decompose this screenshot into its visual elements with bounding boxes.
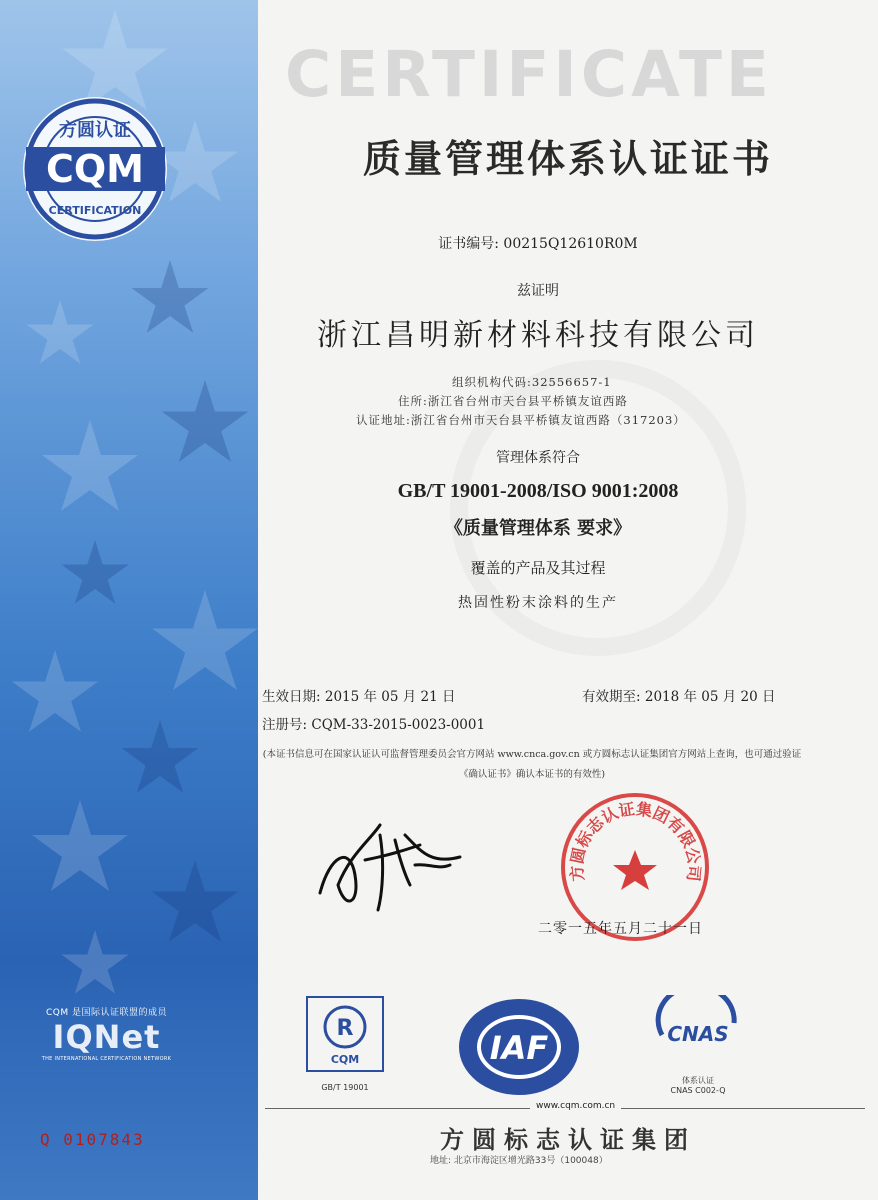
org-code-line xyxy=(452,374,612,390)
address-line xyxy=(398,393,628,409)
notice-line-1: (本证书信息可在国家认证认可监督管理委员会官方网站 www.cnca.gov.cn 或方圆标志认证集团官方网站上查询，也可通过验证 xyxy=(262,749,802,760)
cqm-registered-mark xyxy=(305,995,385,1073)
expiry-label: 有效期至: xyxy=(582,689,641,705)
standard-code: GB/T 19001-2008/ISO 9001:2008 xyxy=(397,480,679,502)
conformance-text: 管理体系符合 xyxy=(496,450,580,466)
hereby-certify: 兹证明 xyxy=(517,283,559,299)
svg-text:IAF: IAF xyxy=(489,1029,549,1067)
footer-org-name: 方圆标志认证集团 xyxy=(440,1126,696,1154)
registration-number xyxy=(262,713,485,733)
address-value: 浙江省台州市天台县平桥镇友谊西路 xyxy=(427,394,628,408)
expiry-value: 2018 年 05 月 20 日 xyxy=(644,689,776,705)
cnas-caption xyxy=(650,1075,746,1095)
issue-date-chinese: 二零一五年五月二十一日 xyxy=(538,921,703,937)
cnas-caption-2: CNAS C002-Q xyxy=(670,1086,726,1095)
reg-label: 注册号: xyxy=(262,717,308,733)
cnas-caption-1: 体系认证 xyxy=(682,1076,714,1085)
cert-address-value: 浙江省台州市天台县平桥镇友谊西路（317203） xyxy=(410,413,686,427)
standard-name: 《质量管理体系 要求》 xyxy=(444,518,632,539)
org-code-value: 32556657-1 xyxy=(531,375,612,389)
iqnet-logo xyxy=(14,1005,199,1062)
cqm-certification-logo xyxy=(18,92,173,247)
footer-address: 地址: 北京市海淀区增光路33号（100048） xyxy=(430,1156,608,1166)
effective-date xyxy=(262,685,456,705)
cert-address-label: 认证地址: xyxy=(356,413,411,427)
verification-notice xyxy=(232,745,832,785)
serial-number: Q 0107843 xyxy=(40,1130,145,1149)
svg-text:CNAS: CNAS xyxy=(667,1022,729,1046)
reg-value: CQM-33-2015-0023-0001 xyxy=(311,717,486,733)
cert-no-label: 证书编号: xyxy=(438,236,499,252)
svg-text:R: R xyxy=(336,1016,354,1041)
notice-line-2: 《确认证书》确认本证书的有效性) xyxy=(458,769,606,780)
cqm-logo-bottom: CERTIFICATION xyxy=(48,204,142,217)
cqm-logo-main: CQM xyxy=(45,147,145,191)
effective-value: 2015 年 05 月 21 日 xyxy=(324,689,456,705)
iqnet-member-text: CQM 是国际认证联盟的成员 xyxy=(46,1008,167,1018)
certificate-number xyxy=(258,233,818,253)
certificate-watermark: CERTIFICATE xyxy=(285,38,773,111)
scope-label: 覆盖的产品及其过程 xyxy=(470,559,606,577)
cert-address-line xyxy=(356,412,686,428)
iqnet-subtext: THE INTERNATIONAL CERTIFICATION NETWORK xyxy=(41,1056,172,1062)
certificate-title: 质量管理体系认证证书 xyxy=(362,137,773,181)
cqm-logo-top: 方圆认证 xyxy=(59,120,131,141)
seal-star-icon xyxy=(613,850,657,890)
cert-no-value: 00215Q12610R0M xyxy=(503,236,638,252)
cqm-mark-caption: GB/T 19001 xyxy=(321,1083,369,1092)
effective-label: 生效日期: xyxy=(262,689,321,705)
org-code-label: 组织机构代码: xyxy=(452,375,532,389)
footer-url: www.cqm.com.cn xyxy=(530,1101,621,1111)
company-name: 浙江昌明新材料科技有限公司 xyxy=(317,318,759,353)
svg-text:CQM: CQM xyxy=(330,1053,360,1066)
handwritten-signature xyxy=(310,815,470,915)
iaf-logo xyxy=(455,995,583,1100)
cnas-logo xyxy=(652,995,742,1070)
seal-text: 方圆标志认证集团有限公司 xyxy=(567,799,704,883)
address-label: 住所: xyxy=(398,394,428,408)
scope-value: 热固性粉末涂料的生产 xyxy=(458,595,618,611)
iqnet-wordmark: IQNet xyxy=(52,1018,161,1056)
expiry-date xyxy=(582,685,776,705)
